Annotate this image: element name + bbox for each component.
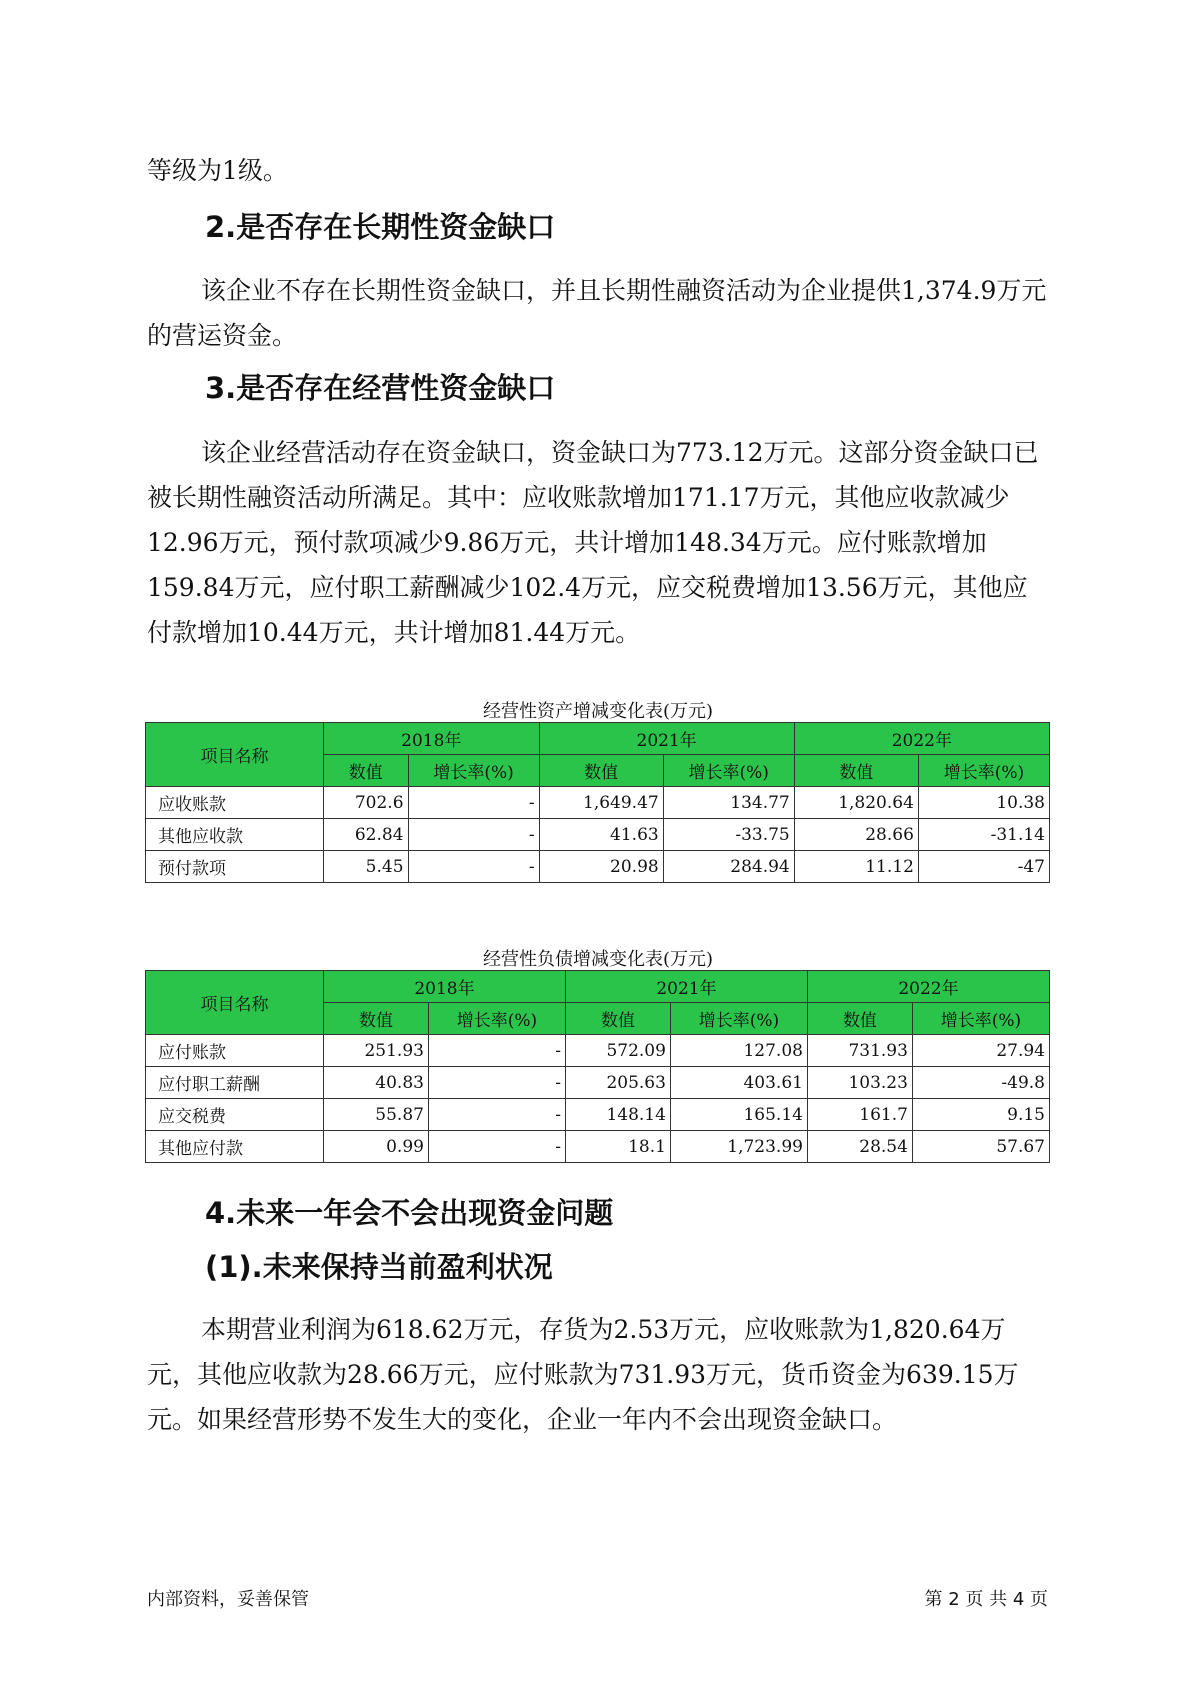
growth-cell: 165.14 bbox=[670, 1099, 807, 1131]
column-header-value: 数值 bbox=[539, 755, 663, 787]
growth-cell: -49.8 bbox=[912, 1067, 1049, 1099]
value-cell: 572.09 bbox=[565, 1035, 670, 1067]
value-cell: 103.23 bbox=[807, 1067, 912, 1099]
column-header-value: 数值 bbox=[324, 1003, 429, 1035]
section-3-heading: 3.是否存在经营性资金缺口 bbox=[205, 371, 556, 405]
column-header-name: 项目名称 bbox=[146, 723, 324, 787]
growth-cell: 9.15 bbox=[912, 1099, 1049, 1131]
table-row bbox=[146, 851, 1050, 883]
value-cell: 205.63 bbox=[565, 1067, 670, 1099]
table-header-row bbox=[146, 971, 1050, 1003]
growth-cell: - bbox=[428, 1067, 565, 1099]
operating-assets-table bbox=[145, 722, 1050, 883]
column-header-year: 2021年 bbox=[539, 723, 794, 755]
table-header-row bbox=[146, 723, 1050, 755]
column-header-name: 项目名称 bbox=[146, 971, 324, 1035]
value-cell: 1,820.64 bbox=[794, 787, 918, 819]
growth-cell: - bbox=[408, 787, 539, 819]
row-name-cell: 其他应付款 bbox=[146, 1131, 324, 1163]
value-cell: 1,649.47 bbox=[539, 787, 663, 819]
column-header-value: 数值 bbox=[794, 755, 918, 787]
value-cell: 18.1 bbox=[565, 1131, 670, 1163]
value-cell: 62.84 bbox=[324, 819, 409, 851]
value-cell: 28.54 bbox=[807, 1131, 912, 1163]
value-cell: 55.87 bbox=[324, 1099, 429, 1131]
growth-cell: -33.75 bbox=[663, 819, 794, 851]
value-cell: 11.12 bbox=[794, 851, 918, 883]
column-header-year: 2022年 bbox=[807, 971, 1049, 1003]
column-header-year: 2018年 bbox=[324, 971, 566, 1003]
growth-cell: - bbox=[428, 1131, 565, 1163]
growth-cell: 127.08 bbox=[670, 1035, 807, 1067]
value-cell: 20.98 bbox=[539, 851, 663, 883]
row-name-cell: 应收账款 bbox=[146, 787, 324, 819]
growth-cell: - bbox=[428, 1099, 565, 1131]
growth-cell: -31.14 bbox=[918, 819, 1049, 851]
row-name-cell: 预付款项 bbox=[146, 851, 324, 883]
section-4-subheading: (1).未来保持当前盈利状况 bbox=[205, 1250, 553, 1284]
growth-cell: -47 bbox=[918, 851, 1049, 883]
row-name-cell: 应付账款 bbox=[146, 1035, 324, 1067]
table-row bbox=[146, 1131, 1050, 1163]
growth-cell: - bbox=[428, 1035, 565, 1067]
table-row bbox=[146, 787, 1050, 819]
intro-text: 等级为1级。 bbox=[147, 156, 288, 185]
column-header-growth: 增长率(%) bbox=[663, 755, 794, 787]
row-name-cell: 其他应收款 bbox=[146, 819, 324, 851]
growth-cell: 57.67 bbox=[912, 1131, 1049, 1163]
growth-cell: 1,723.99 bbox=[670, 1131, 807, 1163]
value-cell: 41.63 bbox=[539, 819, 663, 851]
growth-cell: 27.94 bbox=[912, 1035, 1049, 1067]
section-4-body: 本期营业利润为618.62万元，存货为2.53万元，应收账款为1,820.64万元，其他应收款为28.66万元，应付账款为731.93万元，货币资金为639.15万元。如果经营形势不发生大的变化，企业一年内不会出现资金缺口。 bbox=[147, 1315, 1019, 1434]
footer-page-number: 第 2 页 共 4 页 bbox=[924, 1589, 1048, 1610]
column-header-growth: 增长率(%) bbox=[428, 1003, 565, 1035]
table-row bbox=[146, 1035, 1050, 1067]
growth-cell: - bbox=[408, 819, 539, 851]
value-cell: 702.6 bbox=[324, 787, 409, 819]
value-cell: 148.14 bbox=[565, 1099, 670, 1131]
table-row bbox=[146, 1099, 1050, 1131]
column-header-growth: 增长率(%) bbox=[408, 755, 539, 787]
section-2-body: 该企业不存在长期性资金缺口，并且长期性融资活动为企业提供1,374.9万元的营运资金。 bbox=[147, 276, 1047, 350]
column-header-value: 数值 bbox=[565, 1003, 670, 1035]
operating-liabilities-table bbox=[145, 970, 1050, 1163]
column-header-year: 2021年 bbox=[565, 971, 807, 1003]
table-2-caption: 经营性负债增减变化表(万元) bbox=[482, 949, 714, 970]
value-cell: 251.93 bbox=[324, 1035, 429, 1067]
growth-cell: - bbox=[408, 851, 539, 883]
growth-cell: 10.38 bbox=[918, 787, 1049, 819]
footer-confidential: 内部资料，妥善保管 bbox=[147, 1589, 309, 1610]
growth-cell: 284.94 bbox=[663, 851, 794, 883]
growth-cell: 403.61 bbox=[670, 1067, 807, 1099]
column-header-value: 数值 bbox=[324, 755, 409, 787]
section-4-heading: 4.未来一年会不会出现资金问题 bbox=[205, 1196, 614, 1230]
column-header-growth: 增长率(%) bbox=[912, 1003, 1049, 1035]
section-2-heading: 2.是否存在长期性资金缺口 bbox=[205, 210, 556, 244]
table-row bbox=[146, 819, 1050, 851]
value-cell: 0.99 bbox=[324, 1131, 429, 1163]
column-header-year: 2022年 bbox=[794, 723, 1049, 755]
value-cell: 28.66 bbox=[794, 819, 918, 851]
row-name-cell: 应交税费 bbox=[146, 1099, 324, 1131]
value-cell: 161.7 bbox=[807, 1099, 912, 1131]
value-cell: 40.83 bbox=[324, 1067, 429, 1099]
column-header-growth: 增长率(%) bbox=[670, 1003, 807, 1035]
table-1-caption: 经营性资产增减变化表(万元) bbox=[482, 701, 714, 722]
column-header-growth: 增长率(%) bbox=[918, 755, 1049, 787]
row-name-cell: 应付职工薪酬 bbox=[146, 1067, 324, 1099]
value-cell: 5.45 bbox=[324, 851, 409, 883]
section-3-body: 该企业经营活动存在资金缺口，资金缺口为773.12万元。这部分资金缺口已被长期性融资活动所满足。其中：应收账款增加171.17万元，其他应收款减少12.96万元，预付款项减少9.86万元，共计增加148.34万元。应付账款增加159.84万元，应付职工薪酬减少102.4万元，应交税费增加13.56万元，其他应付款增加10.44万元，共计增加81.44万元。 bbox=[147, 438, 1039, 647]
column-header-year: 2018年 bbox=[324, 723, 540, 755]
value-cell: 731.93 bbox=[807, 1035, 912, 1067]
column-header-value: 数值 bbox=[807, 1003, 912, 1035]
table-row bbox=[146, 1067, 1050, 1099]
growth-cell: 134.77 bbox=[663, 787, 794, 819]
